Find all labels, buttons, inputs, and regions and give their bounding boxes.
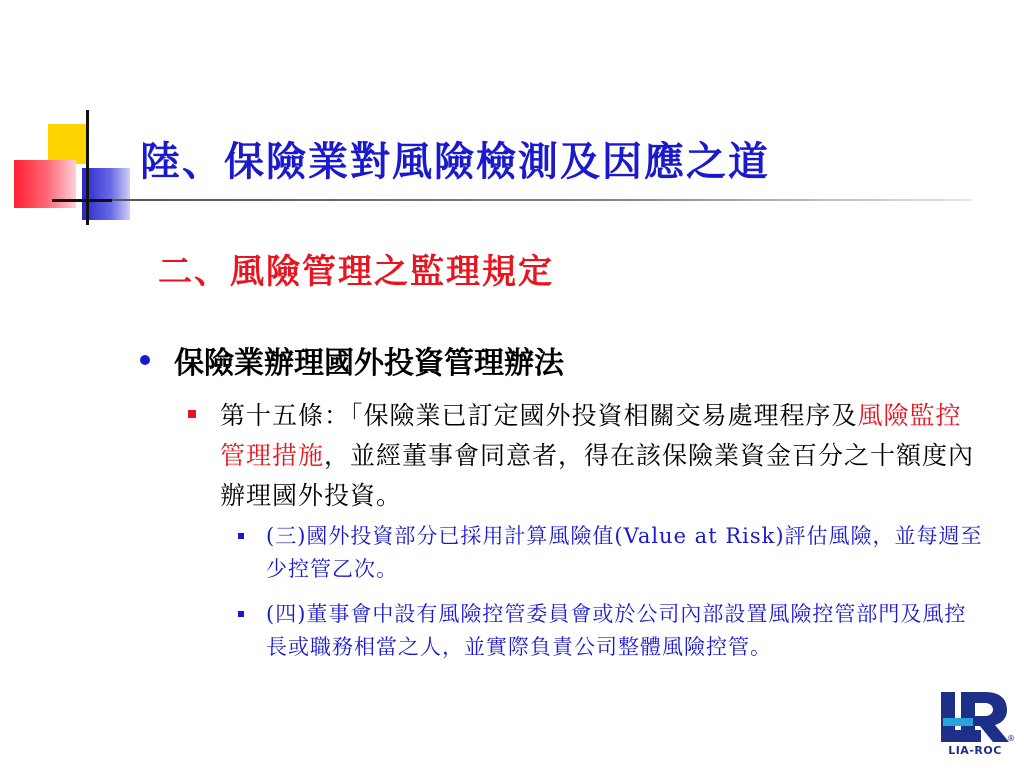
ornament-blue-square xyxy=(82,168,130,220)
bullet-level1 xyxy=(140,338,564,382)
article-text-highlight: 風險監控管理措施 xyxy=(220,401,962,470)
bullet-level1-text: 保險業辦理國外投資管理辦法 xyxy=(174,346,564,381)
title-ornament xyxy=(0,0,160,240)
lia-roc-logo xyxy=(935,690,1015,762)
ornament-horizontal-line xyxy=(52,199,112,202)
bullet-level3-text: (四)董事會中設有風險控管委員會或於公司內部設置風險控管部門及風控長或職務相當之人，並實際負責公司整體風險控管。 xyxy=(266,602,967,659)
bullet-level3-text: (三)國外投資部分已採用計算風險值(Value at Risk)評估風險，並每週至少控管乙次。 xyxy=(266,524,983,581)
ornament-yellow-square xyxy=(48,124,88,164)
article-text-before: 第十五條：「保險業已訂定國外投資相關交易處理程序及 xyxy=(220,401,858,430)
small-square-bullet-icon xyxy=(238,533,244,539)
article-text-after: ，並經董事會同意者，得在該保險業資金百分之十額度內辦理國外投資。 xyxy=(220,441,975,510)
bullet-level2 xyxy=(188,396,978,516)
lia-roc-logo-icon xyxy=(935,690,1015,746)
small-square-bullet-icon xyxy=(238,611,244,617)
square-bullet-icon xyxy=(188,410,196,418)
slide-subtitle: 二、風險管理之監理規定 xyxy=(158,252,554,292)
bullet-level3-item xyxy=(238,598,988,664)
title-underline xyxy=(112,199,972,201)
bullet-level2-text xyxy=(220,396,978,516)
slide-title: 陸、保險業對風險檢測及因應之道 xyxy=(140,138,770,185)
registered-mark: ® xyxy=(1007,734,1015,743)
bullet-level3-item xyxy=(238,520,988,586)
round-bullet-icon xyxy=(140,355,150,365)
ornament-vertical-line xyxy=(86,110,89,225)
logo-caption: LIA-ROC xyxy=(948,744,1002,757)
